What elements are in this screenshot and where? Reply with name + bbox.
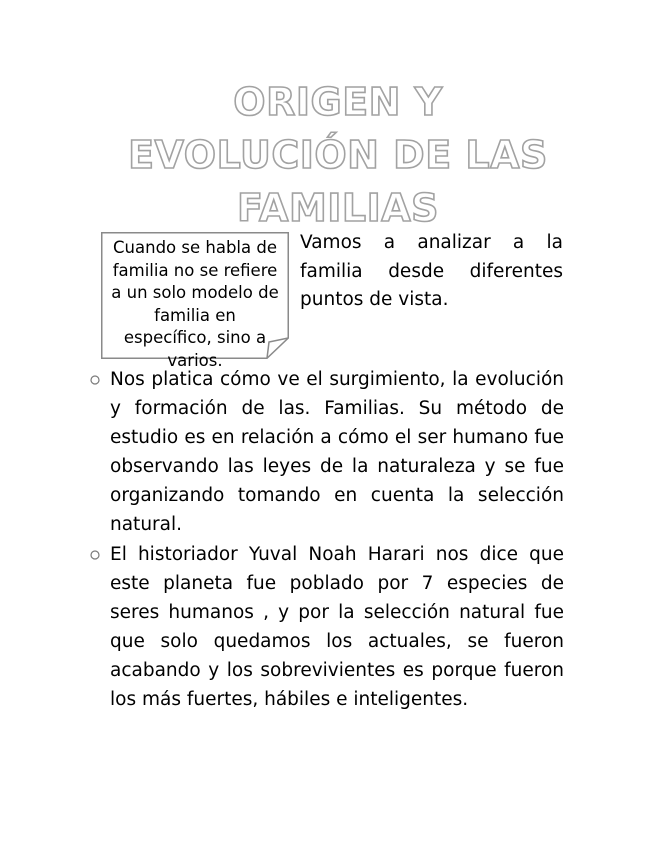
bullet-list bbox=[88, 365, 564, 714]
title-line-3: FAMILIAS bbox=[236, 186, 440, 230]
hollow-circle-bullet-icon bbox=[90, 375, 100, 385]
list-item bbox=[88, 540, 564, 715]
list-item-text: Nos platica cómo ve el surgimiento, la evolución y formación de las. Familias. Su método de estudio es en relación a cómo el ser humano fue observando las leyes de la naturaleza y se fue organizando tomando en cuenta la selección natural. bbox=[110, 369, 564, 536]
note-text: Cuando se habla de familia no se refiere a un solo modelo de familia en específico, sino a varios. bbox=[111, 238, 279, 370]
title-line-1: ORIGEN Y bbox=[233, 80, 443, 124]
list-item-text: El historiador Yuval Noah Harari nos dice que este planeta fue poblado por 7 especies de seres humanos , y por la selección natural fue que solo quedamos los actuales, se fueron acabando y los sobrevivientes es porque fueron los más fuertes, hábiles e inteligentes. bbox=[110, 543, 564, 711]
hollow-circle-bullet-icon bbox=[90, 550, 100, 560]
intro-paragraph: Vamos a analizar a la familia desde diferentes puntos de vista. bbox=[300, 232, 563, 310]
title-line-2: EVOLUCIÓN DE LAS bbox=[128, 133, 548, 177]
document-title bbox=[100, 76, 576, 235]
list-item bbox=[88, 365, 564, 540]
folded-corner-note bbox=[101, 232, 289, 370]
